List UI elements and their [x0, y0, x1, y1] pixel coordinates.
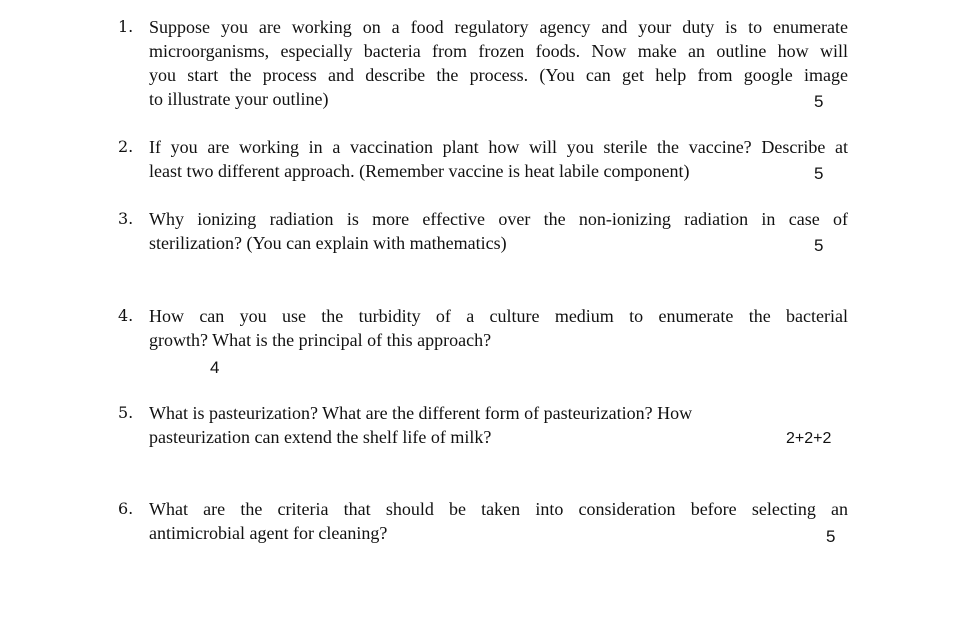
question-line: to illustrate your outline): [149, 89, 329, 109]
question-line: Why ionizing radiation is more effective over the non-ionizing radiation in case of: [149, 209, 848, 229]
question-4: [112, 304, 848, 352]
question-text: [149, 135, 848, 183]
question-line: What is pasteurization? What are the different form of pasteurization? How: [149, 403, 693, 423]
question-3: [112, 207, 848, 255]
question-5: [112, 401, 848, 449]
question-line: pasteurization can extend the shelf life of milk?: [149, 427, 492, 447]
question-line: antimicrobial agent for cleaning?: [149, 523, 388, 543]
question-text: [149, 497, 848, 545]
question-text: [149, 207, 848, 255]
question-number: 4.: [118, 306, 134, 325]
question-line: What are the criteria that should be taken into consideration before selecting an: [149, 499, 848, 519]
question-line: sterilization? (You can explain with mathematics): [149, 233, 507, 253]
question-line: growth? What is the principal of this approach?: [149, 330, 492, 350]
question-number: 5.: [118, 403, 134, 422]
question-marks: 5: [814, 164, 824, 183]
question-2: [112, 135, 848, 183]
question-number: 1.: [118, 17, 134, 36]
question-line: How can you use the turbidity of a culture medium to enumerate the bacterial: [149, 306, 848, 326]
question-marks: 4: [210, 358, 220, 377]
question-marks: 2+2+2: [786, 430, 832, 447]
question-text: [149, 15, 848, 111]
question-line: If you are working in a vaccination plant how will you sterile the vaccine? Describe at: [149, 137, 848, 157]
question-text: [149, 401, 848, 449]
question-marks: 5: [826, 527, 836, 546]
question-marks: 5: [814, 92, 824, 111]
question-1: [112, 15, 848, 111]
question-number: 3.: [118, 209, 134, 228]
question-line: you start the process and describe the process. (You can get help from google image: [149, 65, 848, 85]
question-line: least two different approach. (Remember vaccine is heat labile component): [149, 161, 690, 181]
question-number: 6.: [118, 499, 134, 518]
question-number: 2.: [118, 137, 134, 156]
question-text: [149, 304, 848, 352]
question-line: Suppose you are working on a food regulatory agency and your duty is to enumerate: [149, 17, 848, 37]
question-line: microorganisms, especially bacteria from frozen foods. Now make an outline how will: [149, 41, 848, 61]
question-marks: 5: [814, 236, 824, 255]
question-6: [112, 497, 848, 545]
